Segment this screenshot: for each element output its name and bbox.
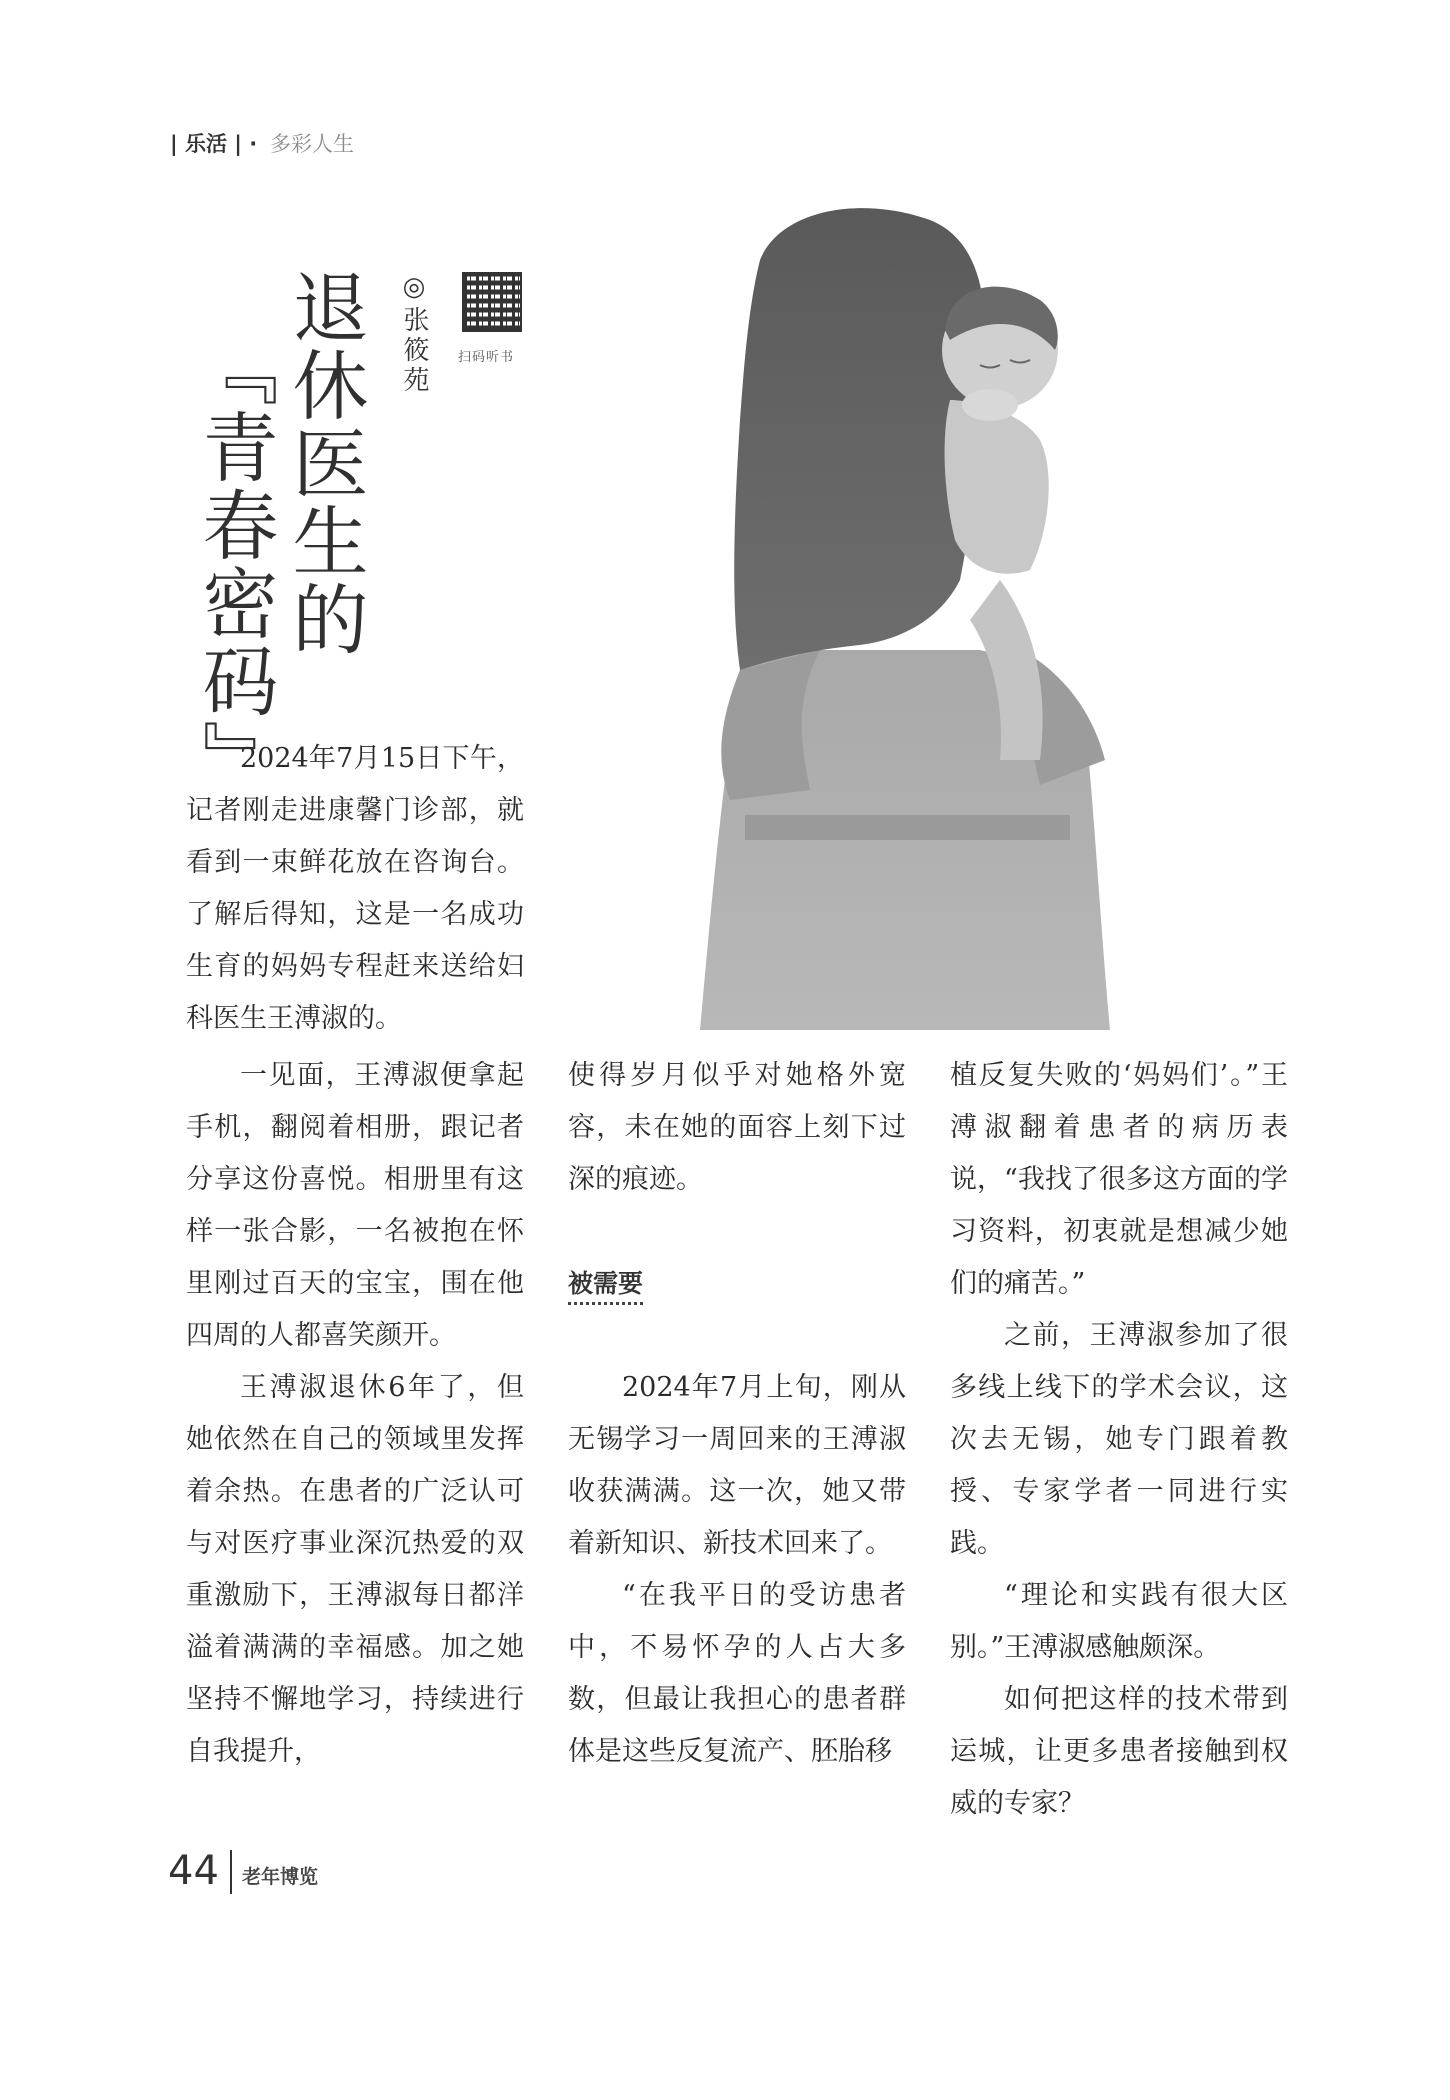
article-title-line2: 『青春密码』: [190, 330, 279, 798]
paragraph-continuation: 植反复失败的‘妈妈们’。”王溥淑翻着患者的病历表说，“我找了很多这方面的学习资料，初衷就是想减少她们的痛苦。”: [950, 1060, 1288, 1299]
footer-divider: [230, 1850, 232, 1894]
paragraph: 2024年7月15日下午，记者刚走进康馨门诊部，就看到一束鲜花放在咨询台。了解后得知，这是一名成功生育的妈妈专程赶来送给妇科医生王溥淑的。: [186, 743, 524, 1034]
paragraph: 2024年7月上旬，刚从无锡学习一周回来的王溥淑收获满满。这一次，她又带着新知识、新技术回来了。: [568, 1372, 906, 1559]
page-number: 44: [168, 1848, 219, 1894]
paragraph: 王溥淑退休6年了，但她依然在自己的领域里发挥着余热。在患者的广泛认可与对医疗事业深沉热爱的双重激励下，王溥淑每日都洋溢着满满的幸福感。加之她坚持不懈地学习，持续进行自我提升，: [186, 1372, 524, 1767]
baby-body: [945, 400, 1049, 574]
article-title-line1: 退休医生的: [280, 268, 369, 658]
paragraph: 一见面，王溥淑便拿起手机，翻阅着相册，跟记者分享这份喜悦。相册里有这样一张合影，一名被抱在怀里刚过百天的宝宝，围在他四周的人都喜笑颜开。: [186, 1060, 524, 1351]
author-byline: ◎张筱苑: [399, 272, 429, 396]
column1-bottom: [186, 1050, 524, 1778]
paragraph: 之前，王溥淑参加了很多线上线下的学术会议，这次去无锡，她专门跟着教授、专家学者一同进行实践。: [950, 1320, 1288, 1559]
column3: [950, 1050, 1288, 1830]
subsection-label: 多彩人生: [269, 132, 354, 156]
paragraph: 如何把这样的技术带到运城，让更多患者接触到权威的专家？: [950, 1684, 1288, 1819]
subheading: [568, 1258, 906, 1310]
mother-baby-illustration: [700, 200, 1110, 1030]
column1-top: [186, 733, 524, 1045]
paragraph: “在我平日的受访患者中，不易怀孕的人占大多数，但最让我担心的患者群体是这些反复流产、胚胎移: [568, 1580, 906, 1767]
column2: [568, 1050, 906, 1778]
qr-label: 扫码听书: [458, 350, 515, 365]
baby-hand: [962, 389, 1018, 421]
magazine-name: 老年博览: [242, 1866, 319, 1888]
paragraph: “理论和实践有很大区别。”王溥淑感触颇深。: [950, 1580, 1288, 1663]
subheading-text: 被需要: [568, 1269, 643, 1305]
section-label: | 乐活 | ·: [170, 132, 258, 156]
qr-code[interactable]: [462, 272, 522, 332]
paragraph-continuation: 使得岁月似乎对她格外宽容，未在她的面容上刻下过深的痕迹。: [568, 1060, 906, 1195]
section-header: [170, 128, 354, 158]
belt-shape: [745, 815, 1070, 840]
